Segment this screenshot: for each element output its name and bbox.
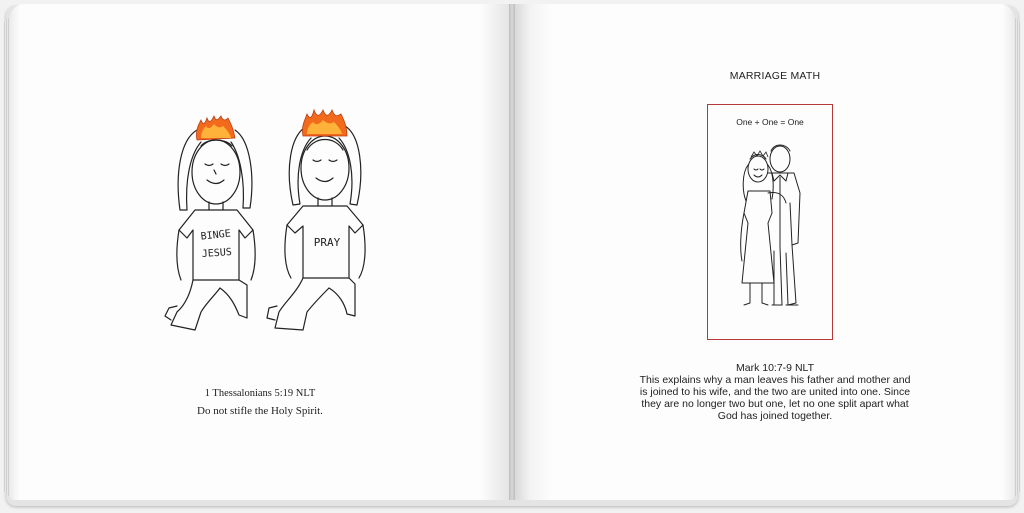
illustration-frame: [707, 104, 833, 340]
page-title: MARRIAGE MATH: [729, 70, 821, 82]
left-verse-text: Do not stifle the Holy Spirit.: [197, 405, 323, 417]
shirt-text-jesus: JESUS: [201, 246, 233, 261]
flame-crown-right-icon: [302, 110, 347, 136]
flame-crown-left-icon: [196, 116, 235, 140]
right-verse-caption: [638, 362, 912, 422]
equation-text: One + One = One: [736, 117, 804, 127]
wedding-couple-illustration: [728, 133, 814, 333]
book-spine: [509, 4, 515, 500]
shirt-text-pray: PRAY: [313, 236, 341, 249]
right-verse-reference: Mark 10:7-9 NLT: [736, 362, 814, 374]
praying-girls-illustration: [135, 80, 385, 365]
shirt-text-binge: BINGE: [200, 228, 232, 243]
right-verse-text: This explains why a man leaves his father and mother and is joined to his wife, and the two are united into one. Since they are no longer two but one, let no one split apart what God has joined together.: [639, 374, 911, 422]
left-verse-reference: 1 Thessalonians 5:19 NLT: [204, 388, 316, 399]
